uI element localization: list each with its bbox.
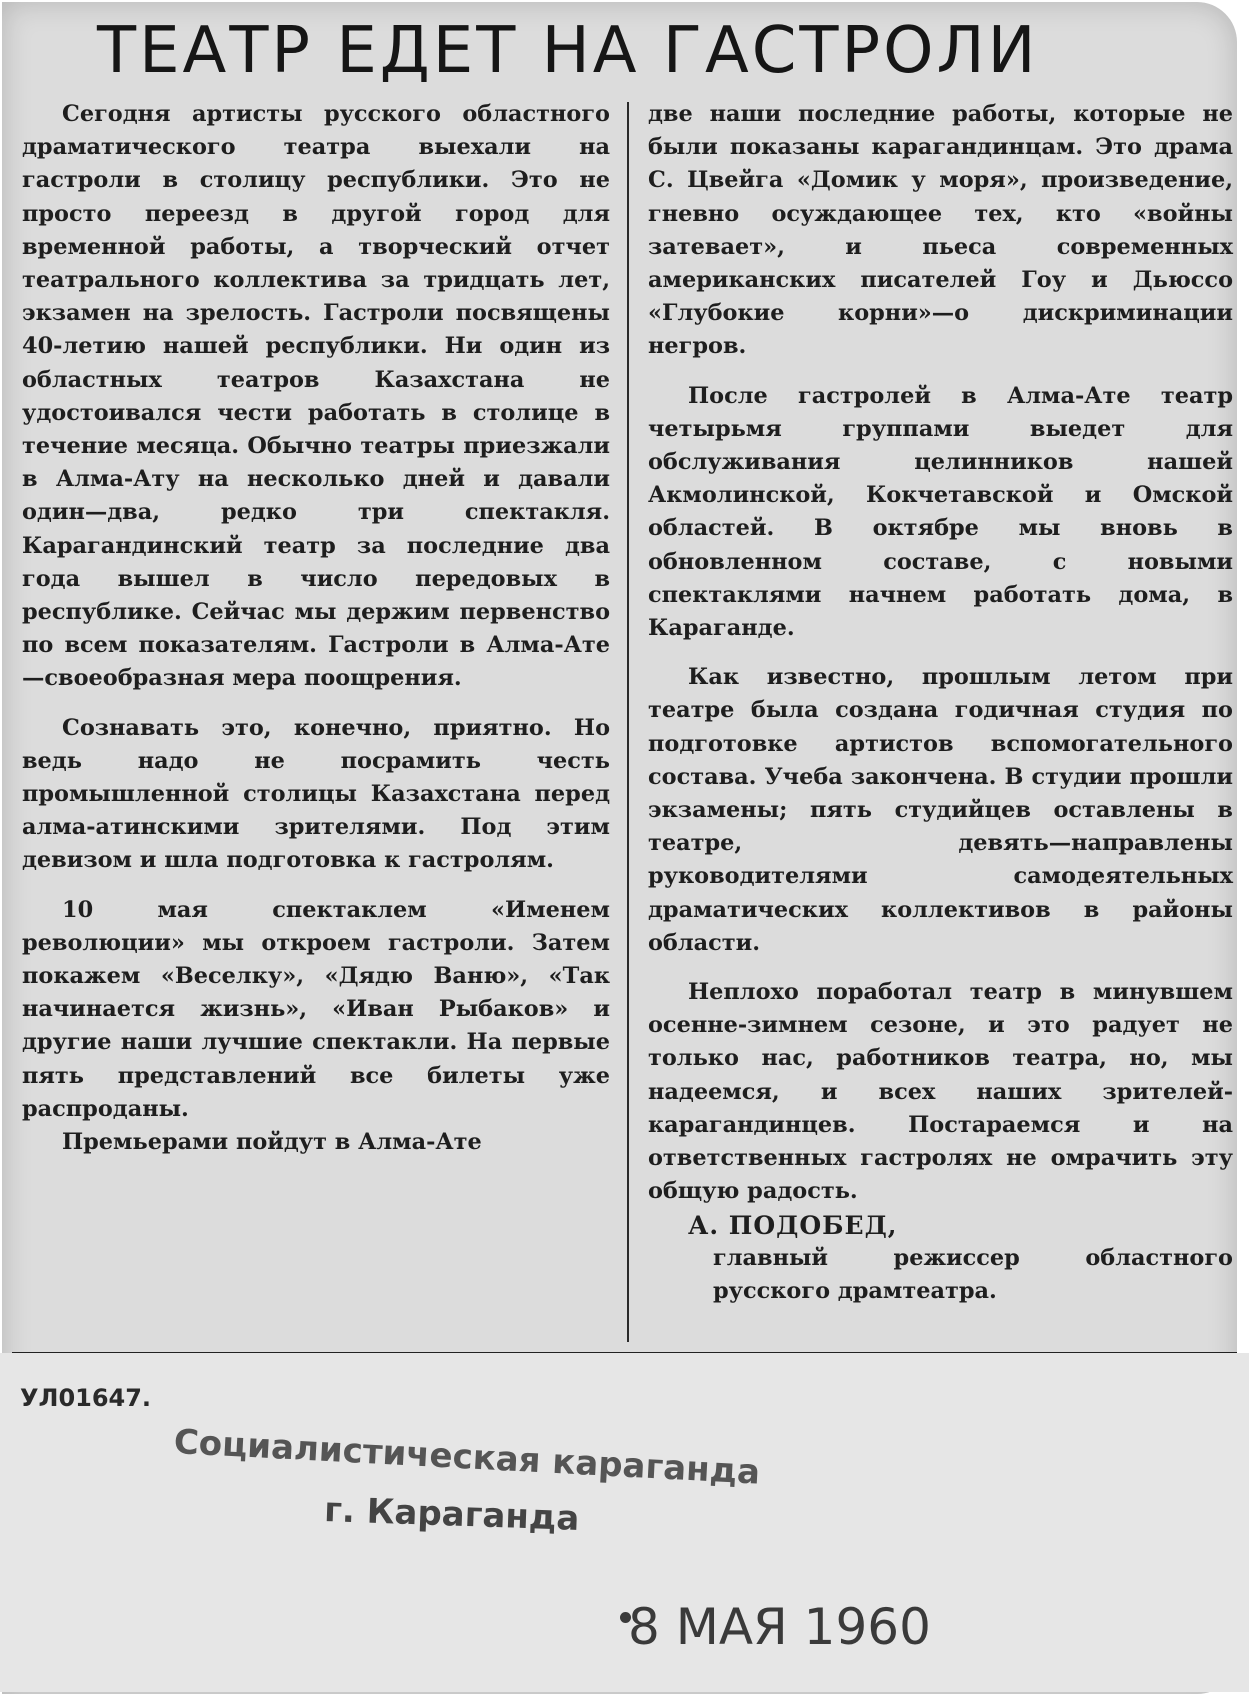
paragraph: Премьерами пойдут в Алма-Ате	[62, 1129, 482, 1156]
column-divider	[627, 102, 629, 1342]
archive-card-area	[0, 1353, 1249, 1692]
paragraph: После гастролей в Алма-Ате театр четырьмя группами выедет для обслуживания целинников нашей Акмолинской, Кокчетавской и Омской областей. В октябре мы вновь в обновленном составе, с новыми спектаклями начнем работать дома, в Караганде.	[648, 382, 1233, 642]
source-stamp: Социалистическая караганда	[172, 1422, 762, 1493]
author-name: А. ПОДОБЕД,	[688, 1210, 898, 1240]
paragraph: Неплохо поработал театр в минувшем осенне-зимнем сезоне, и это радует не только нас, работников театра, но, мы надеемся, и всех наших зрителей-карагандинцев. Постараемся и на ответственных гастролях не омрачить эту общую радость.	[648, 979, 1233, 1205]
headline: ТЕАТР ЕДЕТ НА ГАСТРОЛИ	[97, 14, 1039, 88]
paragraph: Сегодня артисты русского областного драматического театра выехали на гастроли в столицу республики. Это не просто переезд в другой город для временной работы, а творческий отчет театрального коллектива за тридцать лет, экзамен на зрелость. Гастроли посвящены 40-летию нашей республики. Ни один из областных театров Казахстана не удостоивался чести работать в столице в течение месяца. Обычно театры приезжали в Алма-Ату на несколько дней и давали один—два, редко три спектакля. Карагандинский театр за последние два года вышел в число передовых в республике. Сейчас мы держим первенство по всем показателям. Гастроли в Алма-Ате—своеобразная мера поощрения.	[22, 101, 610, 692]
date-stamp: 8 МАЯ 1960	[628, 1598, 931, 1656]
source-city-stamp: г. Караганда	[323, 1490, 580, 1539]
paragraph: две наши последние работы, которые не были показаны карагандинцам. Это драма С. Цвейга «Домик у моря», произведение, гневно осуждающее тех, кто «войны затевает», и пьеса современных американских писателей Гоу и Дьюссо «Глубокие корни»—о дискриминации негров.	[648, 101, 1233, 360]
author-title: главный режиссер областного	[713, 1244, 1233, 1271]
author-title-line2: русского драмтеатра.	[713, 1277, 997, 1304]
article-column-right	[648, 98, 1233, 1308]
article-column-left	[22, 98, 610, 1159]
paragraph: Сознавать это, конечно, приятно. Но ведь надо не посрамить честь промышленной столицы Казахстана перед алма-атинскими зрителями. Под этим девизом и шла подготовка к гастролям.	[22, 714, 610, 874]
paragraph: 10 мая спектаклем «Именем революции» мы откроем гастроли. Затем покажем «Веселку», «Дядю Ваню», «Так начинается жизнь», «Иван Рыбаков» и другие наши лучшие спектакли. На первые пять представлений все билеты уже распроданы.	[22, 896, 610, 1122]
archive-code: УЛ01647.	[20, 1384, 152, 1412]
paragraph: Как известно, прошлым летом при театре была создана годичная студия по подготовке артистов вспомогательного состава. Учеба закончена. В студии прошли экзамены; пять студийцев оставлены в театре, девять—направлены руководителями самодеятельных драматических коллективов в районы области.	[648, 664, 1233, 956]
